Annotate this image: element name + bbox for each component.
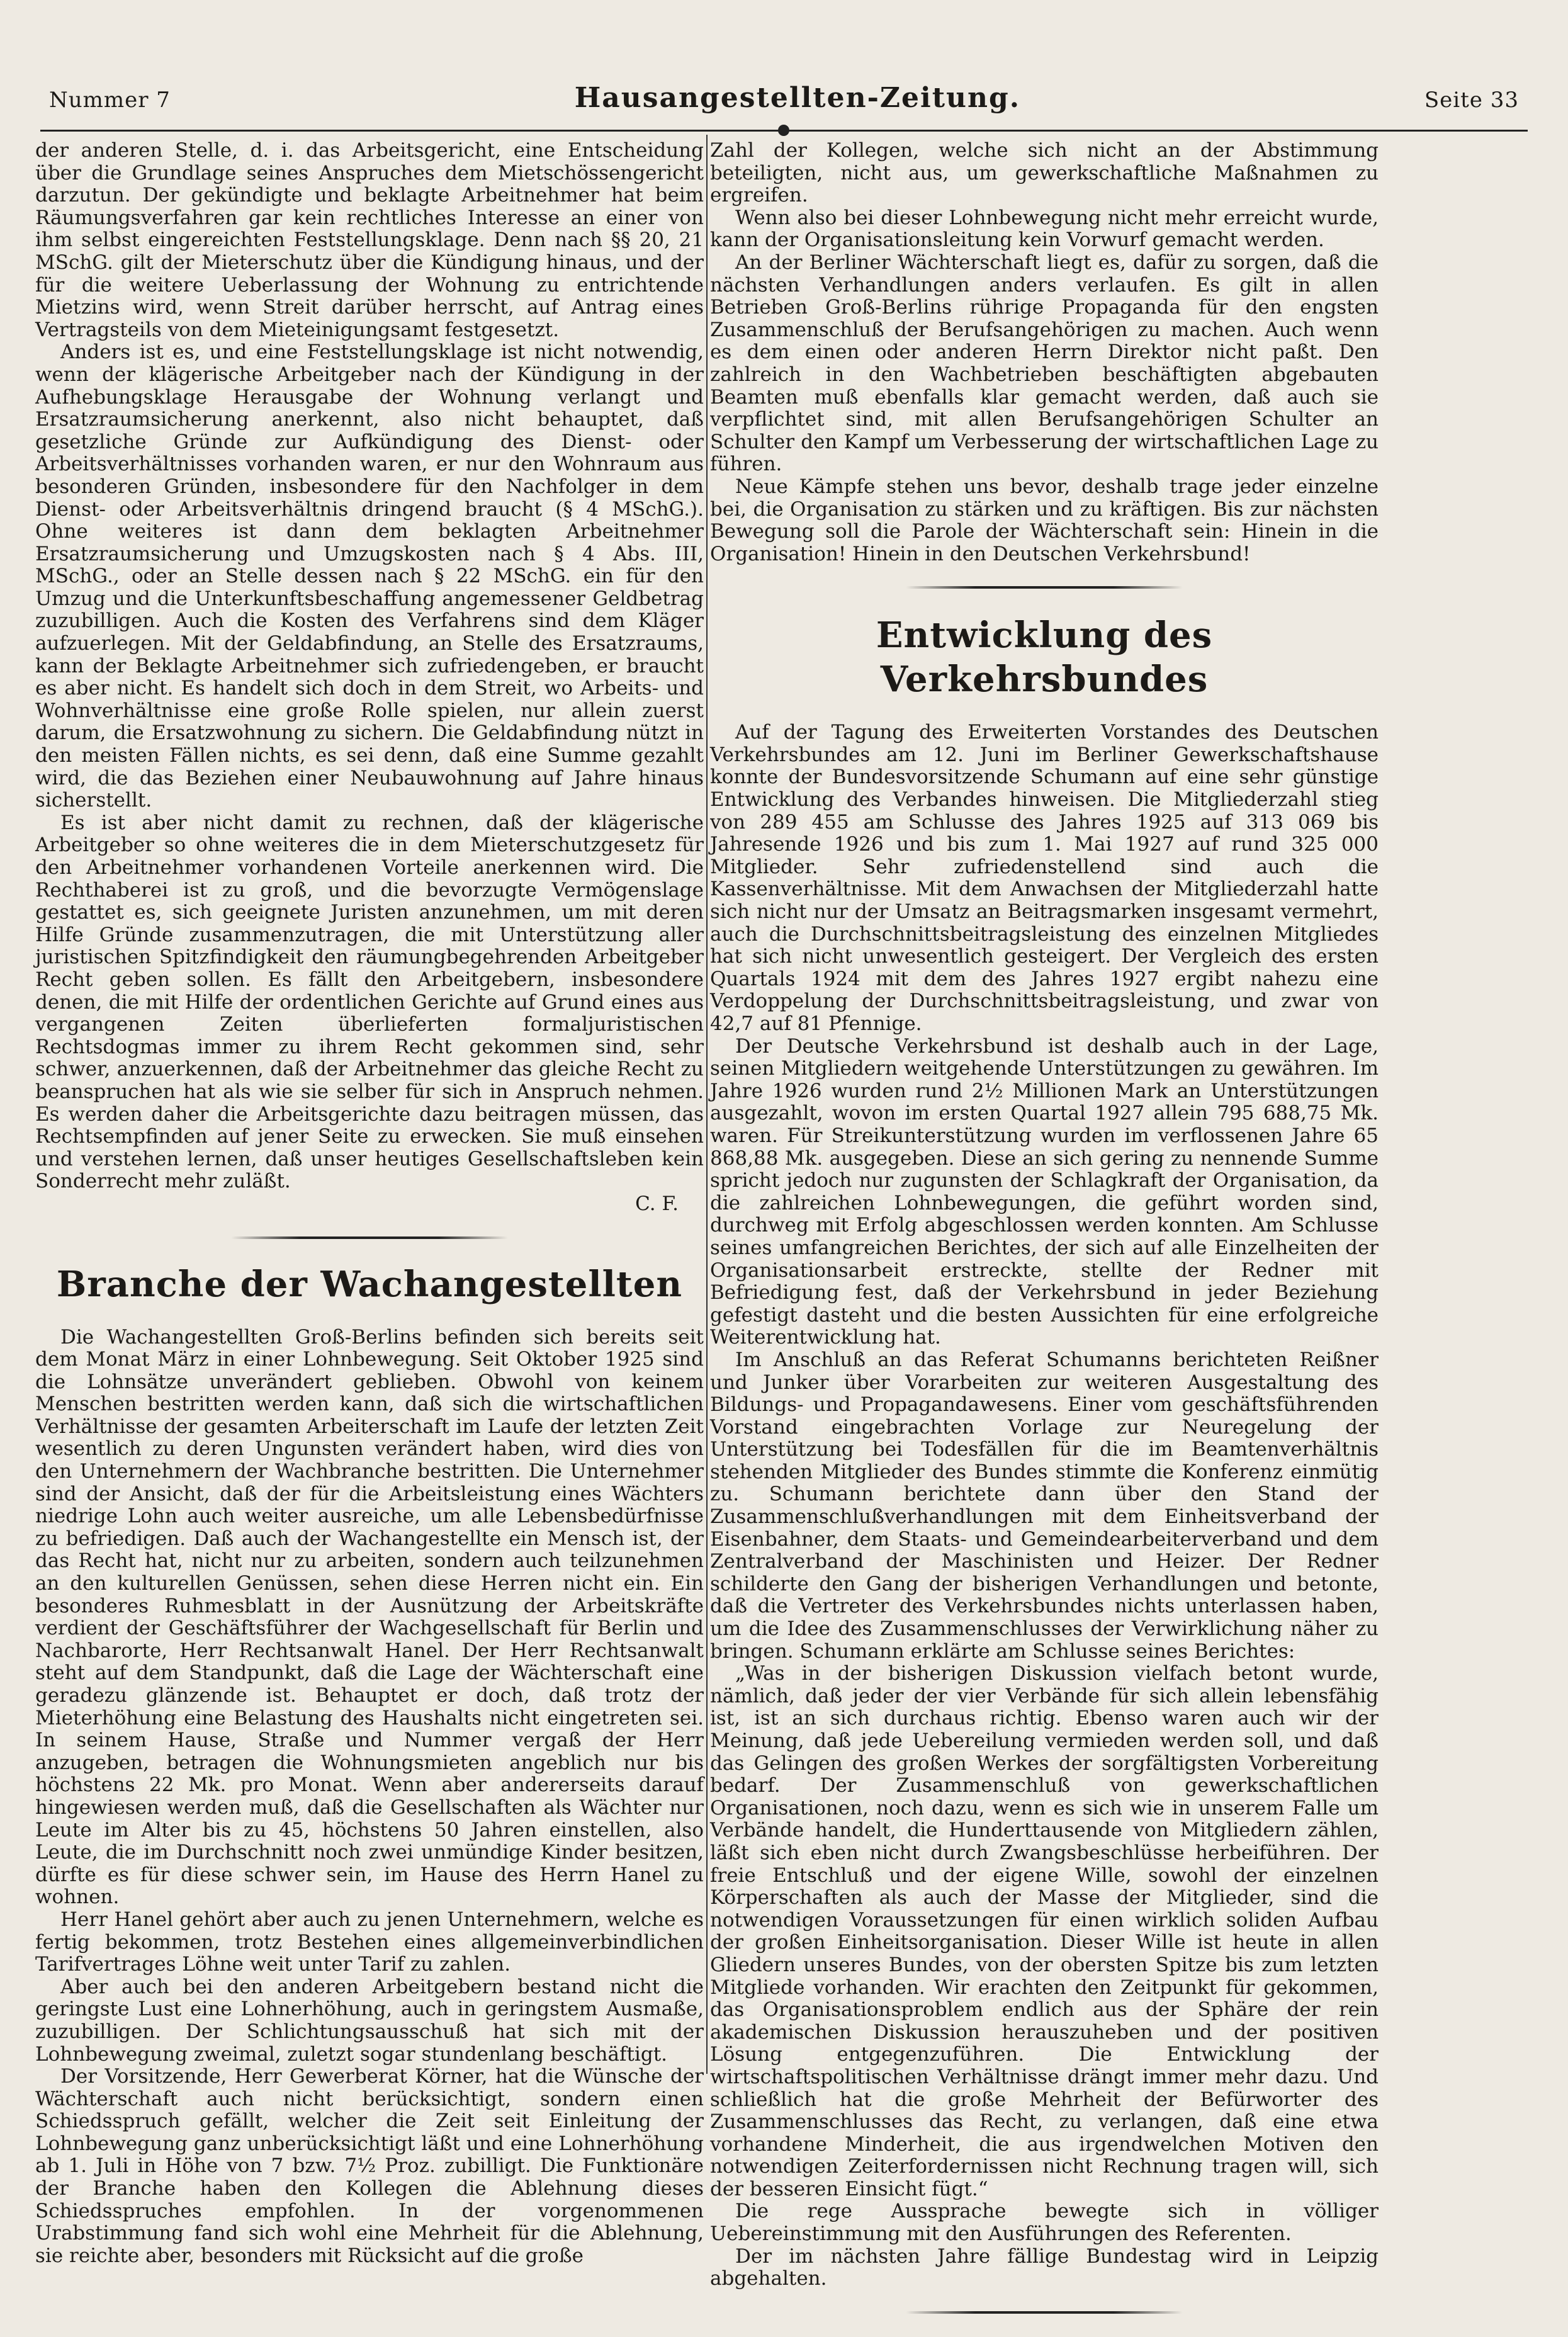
article-paragraph: Aber auch bei den anderen Arbeitgebern bestand nicht die geringste Lust eine Lohnerhöhung, auch in geringstem Ausmaße, zuzubilligen. Der Schlichtungsausschuß hat sich mit der Lohnbewegung zweimal, zuletzt sogar stundenlang beschäftigt.: [35, 1975, 704, 2066]
article-paragraph: Zahl der Kollegen, welche sich nicht an der Abstimmung beteiligten, nicht aus, um gewerkschaftliche Maßnahmen zu ergreifen.: [710, 139, 1379, 207]
section-divider: [231, 1235, 508, 1241]
article-paragraph: Der im nächsten Jahre fällige Bundestag wird in Leipzig abgehalten.: [710, 2244, 1379, 2290]
column-divider: [706, 135, 708, 2074]
page-number: Seite 33: [1424, 88, 1519, 113]
article-paragraph: Wenn also bei dieser Lohnbewegung nicht mehr erreicht wurde, kann der Organisationsleitung kein Vorwurf gemacht werden.: [710, 206, 1379, 252]
article-paragraph: Es ist aber nicht damit zu rechnen, daß der klägerische Arbeitgeber so ohne weiteres die in dem Mieterschutzgesetz für den Arbeitnehmer vorhandenen Vorteile anerkennen wird. Die Rechthaberei ist zu groß, und die bevorzugte Vermögenslage gestattet es, sich geeignete Juristen anzunehmen, um mit deren Hilfe Gründe zusammenzutragen, die mit Unterstützung aller juristischen Spitzfindigkeit den räumungbegehrenden Arbeitgeber Recht geben sollen. Es fällt den Arbeitgebern, insbesondere denen, die mit Hilfe der ordentlichen Gerichte auf Grund eines aus vergangenen Zeiten überlieferten formaljuristischen Rechtsdogmas immer zu ihrem Recht gekommen sind, sehr schwer, anzuerkennen, daß der Arbeitnehmer das gleiche Recht zu beanspruchen hat als wie sie selber für sich in Anspruch nehmen. Es werden daher die Arbeitsgerichte dazu beitragen müssen, das Rechtsempfinden auf jener Seite zu erwecken. Sie muß einsehen und verstehen lernen, daß unser heutiges Gesellschaftsleben kein Sonderrecht mehr zuläßt.: [35, 811, 704, 1193]
article-paragraph: Im Anschluß an das Referat Schumanns berichteten Reißner und Junker über Vorarbeiten zur weiteren Ausgestaltung des Bildungs- und Propagandawesens. Einer vom geschäftsführenden Vorstand eingebrachten Vorlage zur Neuregelung der Unterstützung bei Todesfällen für die im Beamtenverhältnis stehenden Mitglieder des Bundes stimmte die Konferenz einmütig zu. Schumann berichtete dann über den Stand der Zusammenschlußverhandlungen mit dem Einheitsverband der Eisenbahner, dem Staats- und Gemeindearbeiterverband und dem Zentralverband der Maschinisten und Heizer. Der Redner schilderte den Gang der bisherigen Verhandlungen und betonte, daß die Vertreter des Verkehrsbundes nichts unterlassen haben, um die Idee des Zusammenschlusses der Verwirklichung näher zu bringen. Schumann erklärte am Schlusse seines Berichtes:: [710, 1348, 1379, 1663]
header-rule-ornament: [778, 125, 789, 136]
left-column: [35, 140, 704, 2267]
article-paragraph: Anders ist es, und eine Feststellungsklage ist nicht notwendig, wenn der klägerische Arbeitgeber nach der Kündigung in der Aufhebungsklage Herausgabe der Wohnung verlangt und Ersatzraumsicherung anerkennt, also nicht behauptet, daß gesetzliche Gründe zur Aufkündigung des Dienst- oder Arbeitsverhältnisses vorhanden waren, er nur den Wohnraum aus besonderen Gründen, insbesondere für den Nachfolger in dem Dienst- oder Arbeitsverhältnis dringend braucht (§ 4 MSchG.). Ohne weiteres ist dann dem beklagten Arbeitnehmer Ersatzraumsicherung und Umzugskosten nach § 4 Abs. III, MSchG., oder an Stelle dessen nach § 22 MSchG. ein für den Umzug und die Unterkunftsbeschaffung angemessener Geldbetrag zuzubilligen. Auch die Kosten des Verfahrens sind dem Kläger aufzuerlegen. Mit der Geldabfindung, an Stelle des Ersatzraums, kann der Beklagte Arbeitnehmer sich zufriedengeben, er braucht es aber nicht. Es handelt sich doch in dem Streit, wo Arbeits- und Wohnverhältnisse eine große Rolle spielen, nur allein zuerst darum, die Ersatzwohnung zu sichern. Die Geldabfindung nützt in den meisten Fällen nichts, es sei denn, daß eine Summe gezahlt wird, die das Beziehen einer Neubauwohnung auf Jahre hinaus sicherstellt.: [35, 341, 704, 812]
article-paragraph: Der Vorsitzende, Herr Gewerberat Körner, hat die Wünsche der Wächterschaft auch nicht berücksichtigt, sondern einen Schiedsspruch gefällt, welcher die Zeit seit Einleitung der Lohnbewegung ganz unberücksichtigt läßt und eine Lohnerhöhung ab 1. Juli in Höhe von 7 bzw. 7½ Proz. zubilligt. Die Funktionäre der Branche haben den Kollegen die Ablehnung dieses Schiedsspruches empfohlen. In der vorgenommenen Urabstimmung fand sich wohl eine Mehrheit für die Ablehnung, sie reichte aber, besonders mit Rücksicht auf die große: [35, 2065, 704, 2267]
end-divider: [906, 2309, 1183, 2316]
article-paragraph: Neue Kämpfe stehen uns bevor, deshalb trage jeder einzelne bei, die Organisation zu stärken und zu kräftigen. Bis zur nächsten Bewegung soll die Parole der Wächterschaft sein: Hinein in die Organisation! Hinein in den Deutschen Verkehrsbund!: [710, 475, 1379, 565]
newspaper-title: Hausangestellten-Zeitung.: [574, 82, 1021, 114]
page-header: [49, 82, 1519, 120]
article-paragraph: Die Wachangestellten Groß-Berlins befinden sich bereits seit dem Monat März in einer Lohnbewegung. Seit Oktober 1925 sind die Lohnsätze unverändert geblieben. Obwohl von keinem Menschen bestritten werden kann, daß sich die wirtschaftlichen Verhältnisse der gesamten Arbeiterschaft im Laufe der letzten Zeit wesentlich zu deren Ungunsten verändert haben, wird dies von den Unternehmern der Wachbranche bestritten. Die Unternehmer sind der Ansicht, daß der für die Arbeitsleistung eines Wächters niedrige Lohn auch weiter ausreiche, um alle Lebensbedürfnisse zu befriedigen. Daß auch der Wachangestellte ein Mensch ist, der das Recht hat, nicht nur zu arbeiten, sondern auch teilzunehmen an den kulturellen Genüssen, sehen diese Herren nicht ein. Ein besonderes Ruhmesblatt in der Ausnützung der Arbeitskräfte verdient der Geschäftsführer der Wachgesellschaft für Berlin und Nachbarorte, Herr Rechtsanwalt Hanel. Der Herr Rechtsanwalt steht auf dem Standpunkt, daß die Lage der Wächterschaft eine geradezu glänzende ist. Behauptet er doch, daß trotz der Mieterhöhung eine Belastung des Haushalts nicht eingetreten sei. In seinem Hause, Straße und Nummer vergaß der Herr anzugeben, betragen die Wohnungsmieten angeblich nur bis höchstens 22 Mk. pro Monat. Wenn aber andererseits darauf hingewiesen werden muß, daß die Gesellschaften als Wächter nur Leute im Alter bis zu 45, höchstens 50 Jahren einstellen, also Leute, die im Durchschnitt noch zwei unmündige Kinder besitzen, dürfte es für diese schwer sein, im Hause des Herrn Hanel zu wohnen.: [35, 1325, 704, 1909]
right-column: [710, 140, 1379, 2337]
article-paragraph: Auf der Tagung des Erweiterten Vorstandes des Deutschen Verkehrsbundes am 12. Juni im Berliner Gewerkschaftshause konnte der Bundesvorsitzende Schumann auf eine sehr günstige Entwicklung des Verbandes hinweisen. Die Mitgliederzahl stieg von 289 455 am Schlusse des Jahres 1925 auf 313 069 bis Jahresende 1926 und bis zum 1. Mai 1927 auf rund 325 000 Mitglieder. Sehr zufriedenstellend sind auch die Kassenverhältnisse. Mit dem Anwachsen der Mitgliederzahl hatte sich nicht nur der Umsatz an Beitragsmarken insgesamt vermehrt, auch die Durchschnittsbeitragsleistung des einzelnen Mitgliedes hat sich nicht unwesentlich gesteigert. Der Vergleich des ersten Quartals 1924 mit dem des Jahres 1927 ergibt nahezu eine Verdoppelung der Durchschnittsbeitragsleistung, und zwar von 42,7 auf 81 Pfennige.: [710, 721, 1379, 1035]
author-signature: C. F.: [635, 1192, 679, 1215]
issue-number: Nummer 7: [49, 88, 171, 113]
article-paragraph: Der Deutsche Verkehrsbund ist deshalb auch in der Lage, seinen Mitgliedern weitgehende Unterstützungen zu gewähren. Im Jahre 1926 wurden rund 2½ Millionen Mark an Unterstützungen ausgezahlt, wovon im ersten Quartal 1927 allein 795 688,75 Mk. waren. Für Streikunterstützung wurden im verflossenen Jahre 65 868,88 Mk. ausgegeben. Diese an sich gering zu nennende Summe spricht jedoch nur zugunsten der Schlagkraft der Organisation, da die zahlreichen Lohnbewegungen, die geführt worden sind, durchweg mit Erfolg abgeschlossen werden konnten. Am Schlusse seines umfangreichen Berichtes, der sich auf alle Einzelheiten der Organisationsarbeit erstreckte, stellte der Redner mit Befriedigung fest, daß der Verkehrsbund in jeder Beziehung gefestigt dasteht und die besten Aussichten für eine erfolgreiche Weiterentwicklung hat.: [710, 1034, 1379, 1349]
section-heading: Branche der Wachangestellten: [56, 1263, 683, 1305]
article-paragraph: Die rege Aussprache bewegte sich in völliger Uebereinstimmung mit den Ausführungen des Referenten.: [710, 2200, 1379, 2246]
quote-paragraph: „Was in der bisherigen Diskussion vielfach betont wurde, nämlich, daß jeder der vier Verbände für sich allein lebensfähig ist, ist an sich durchaus richtig. Ebenso waren auch wir der Meinung, daß jede Uebereilung vermieden werden soll, und daß das Gelingen des großen Werkes der sorgfältigsten Vorbereitung bedarf. Der Zusammenschluß von gewerkschaftlichen Organisationen, noch dazu, wenn es sich wie in unserem Falle um Verbände handelt, die Hunderttausende von Mitgliedern zählen, läßt sich eben nicht durch Zwangsbeschlüsse herbeiführen. Der freie Entschluß und der eigene Wille, sowohl der einzelnen Körperschaften als auch der Masse der Mitglieder, sind die notwendigen Voraussetzungen für einen wirklich soliden Aufbau der großen Einheitsorganisation. Dieser Wille ist heute in allen Gliedern unseres Bundes, von der obersten Spitze bis zum letzten Mitgliede vorhanden. Wir erachten den Zeitpunkt für gekommen, das Organisationsproblem endlich aus der Sphäre der rein akademischen Diskussion herauszuheben und der positiven Lösung entgegenzuführen. Die Entwicklung der wirtschaftspolitischen Verhältnisse drängt immer mehr dazu. Und schließlich hat die große Mehrheit der Befürworter des Zusammenschlusses das Recht, zu verlangen, daß eine etwa vorhandene Minderheit, die aus irgendwelchen Motiven den notwendigen Zeiterfordernissen nicht Rechnung tragen will, sich der besseren Einsicht fügt.“: [710, 1662, 1379, 2200]
article-paragraph: der anderen Stelle, d. i. das Arbeitsgericht, eine Entscheidung über die Grundlage seines Anspruches dem Mietschössengericht darzutun. Der gekündigte und beklagte Arbeitnehmer hat beim Räumungsverfahren gar kein rechtliches Interesse an einer von ihm selbst eingereichten Feststellungsklage. Denn nach §§ 20, 21 MSchG. gilt der Mieterschutz über die Kündigung hinaus, und der für die weitere Ueberlassung der Wohnung zu entrichtende Mietzins wird, wenn Streit darüber herrscht, auf Antrag eines Vertragsteils von dem Mieteinigungsamt festgesetzt.: [35, 139, 704, 341]
section-heading: Entwicklung des Verkehrsbundes: [876, 614, 1213, 701]
article-paragraph: Herr Hanel gehört aber auch zu jenen Unternehmern, welche es fertig bekommen, trotz Bestehen eines allgemeinverbindlichen Tarifvertrages Löhne weit unter Tarif zu zahlen.: [35, 1908, 704, 1976]
article-paragraph: An der Berliner Wächterschaft liegt es, dafür zu sorgen, daß die nächsten Verhandlungen anders verlaufen. Es gilt in allen Betrieben Groß-Berlins rührige Propaganda für den engsten Zusammenschluß der Berufsangehörigen zu machen. Auch wenn es dem einen oder anderen Herrn Direktor nicht paßt. Den zahlreich in den Wachbetrieben beschäftigten abgebauten Beamten muß ebenfalls klar gemacht werden, daß auch sie verpflichtet sind, mit allen Berufsangehörigen Schulter an Schulter den Kampf um Verbesserung der wirtschaftlichen Lage zu führen.: [710, 251, 1379, 476]
section-divider: [906, 584, 1183, 591]
